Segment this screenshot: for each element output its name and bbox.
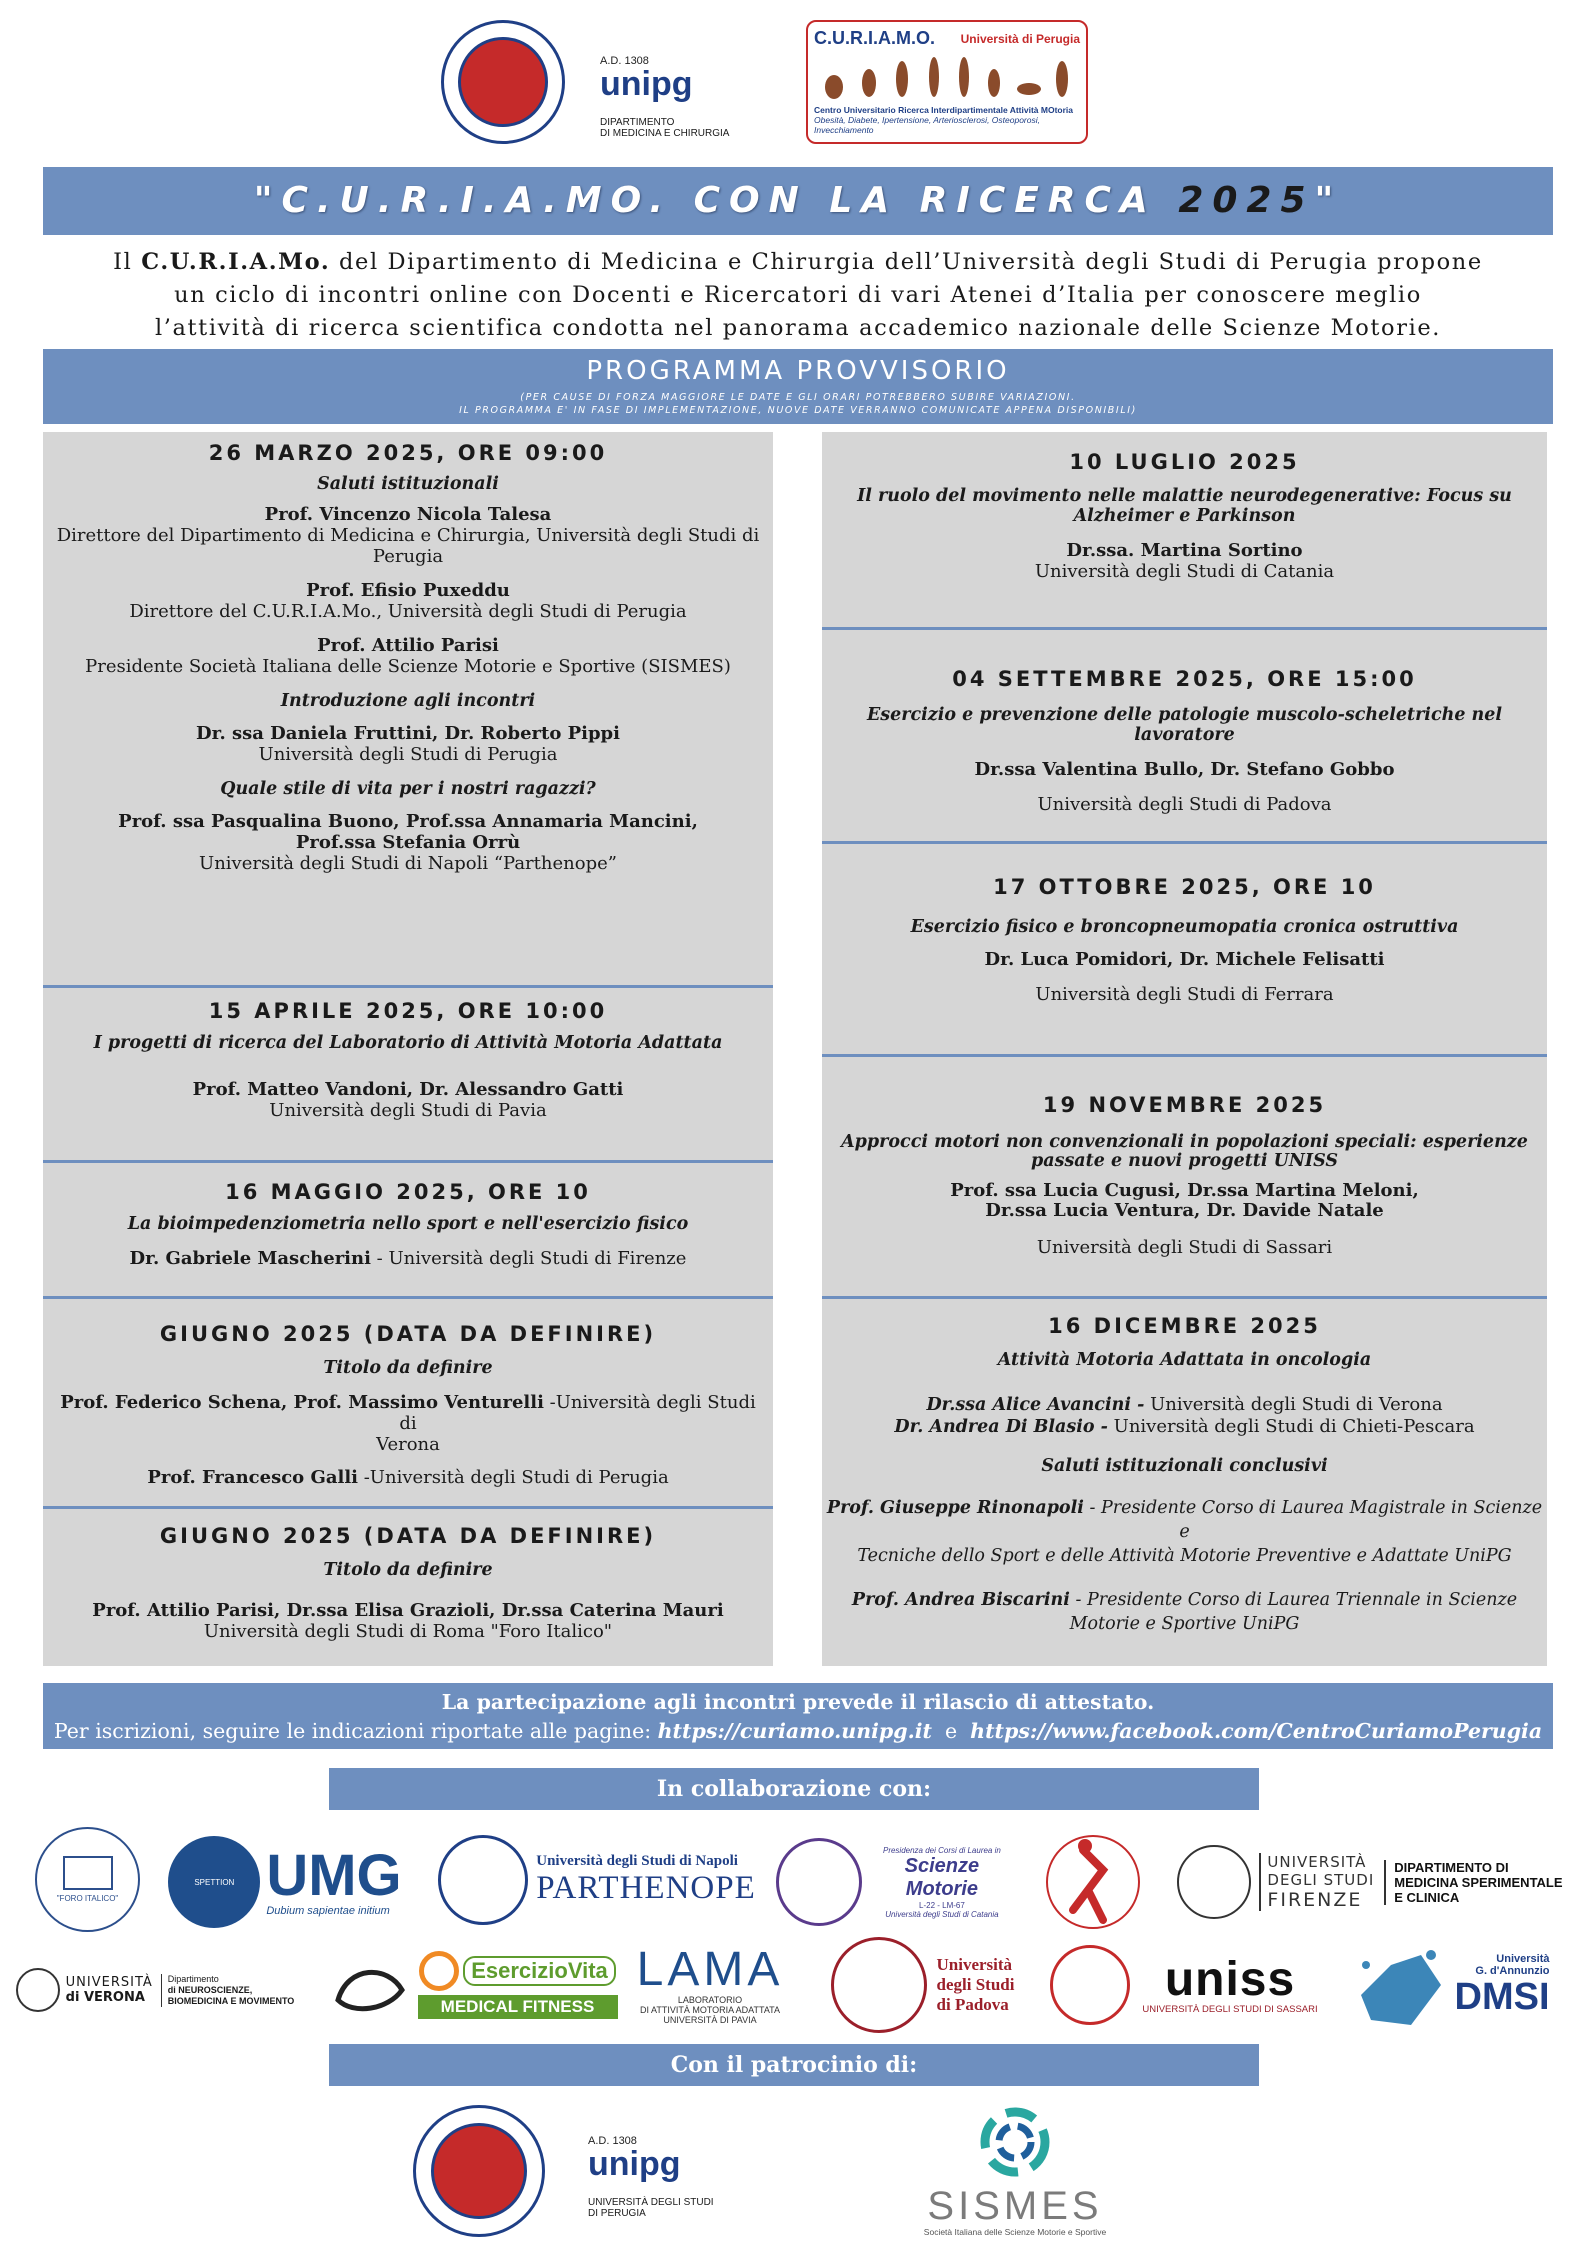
runner-icon — [1043, 1830, 1143, 1935]
event-26-marzo: 26 MARZO 2025, ORE 09:00 Saluti istituzionali Prof. Vincenzo Nicola Talesa Direttore del Dipartimento di Medicina e Chirurgia, Università degli Studi di Perugia Prof. Efisio Puxeddu Direttore del C.U.R.I.A.Mo., Università degli Studi di Perugia Prof. Attilio Parisi Presidente Società Italiana delle Scienze Motorie e Sportive (SISMES) Introduzione agli incontri Dr. ssa Daniela Fruttini, Dr. Roberto Pippi Università degli Studi di Perugia Quale stile di vita per i nostri ragazzi? Prof. ssa Pasqualina Buono, Prof.ssa Annamaria Mancini, Prof.ssa Stefania Orrù Università degli Studi di Napoli “Parthenope” — [56, 441, 760, 874]
catania-seal-icon — [776, 1838, 862, 1926]
event-giugno-1: GIUGNO 2025 (DATA DA DEFINIRE) Titolo da definire Prof. Federico Schena, Prof. Massimo Venturelli -Università degli Studi di Verona Prof. Francesco Galli -Università degli Studi di Perugia — [60, 1322, 756, 1488]
facebook-link[interactable]: https://www.facebook.com/CentroCuriamoPerugia — [970, 1719, 1543, 1743]
sun-icon — [419, 1951, 459, 1991]
curiamo-link[interactable]: https://curiamo.unipg.it — [657, 1719, 932, 1743]
padova-logo: Università degli Studi di Padova — [815, 1935, 1030, 2035]
unipg-logo-text-bottom: A.D. 1308 unipg UNIVERSITÀ DEGLI STUDI DI PERUGIA — [588, 2135, 714, 2219]
event-17-ottobre: 17 OTTOBRE 2025, ORE 10 Esercizio fisico e broncopneumopatia cronica ostruttiva Dr. Luca Pomidori, Dr. Michele Felisatti Università degli Studi di Ferrara — [910, 875, 1459, 1005]
padova-seal-icon — [831, 1937, 927, 2033]
esercizio-vita-logo: EsercizioVita MEDICAL FITNESS — [415, 1940, 620, 2030]
sismes-rings-icon — [970, 2100, 1060, 2185]
footer-info: La partecipazione agli incontri prevede il rilascio di attestato. Per iscrizioni, seguire le indicazioni riportate alle pagine: https://curiamo.unipg.it e https://www.facebook.com/CentroCuriamoPerugia — [43, 1683, 1553, 1749]
divider — [822, 1296, 1547, 1299]
dmsi-splash-icon — [1351, 1935, 1451, 2035]
uniss-logo: uniss UNIVERSITÀ DEGLI STUDI DI SASSARI — [1142, 1952, 1318, 2015]
curiamo-logo: C.U.R.I.A.M.O. Università di Perugia Centro Universitario Ricerca Interdipartimentale Attività MOtoria Obesità, Diabete, Ipertensione, Arteriosclerosi, Osteoporosi, Invecchiamento — [806, 20, 1088, 144]
event-10-luglio: 10 LUGLIO 2025 Il ruolo del movimento nelle malattie neurodegenerative: Focus su Alzheimer e Parkinson Dr.ssa. Martina Sortino Università degli Studi di Catania — [857, 450, 1512, 582]
event-04-settembre: 04 SETTEMBRE 2025, ORE 15:00 Esercizio e prevenzione delle patologie muscolo-scheletriche nel lavoratore Dr.ssa Valentina Bullo, Dr. Stefano Gobbo Università degli Studi di Padova — [866, 667, 1503, 815]
umg-seal-icon: SPETTION — [168, 1836, 260, 1928]
divider — [43, 985, 773, 988]
verona-seal-icon — [16, 1968, 60, 2012]
firenze-logo: UNIVERSITÀ DEGLI STUDI FIRENZE DIPARTIMENTO DI MEDICINA SPERIMENTALE E CLINICA — [1170, 1832, 1570, 1932]
firenze-seal-icon — [1177, 1845, 1251, 1919]
sassari-seal-logo — [1050, 1945, 1130, 2025]
eccellenza-swirl-icon — [328, 1960, 412, 2020]
sismes-logo: SISMES Società Italiana delle Scienze Motorie e Sportive — [880, 2100, 1150, 2240]
event-16-maggio: 16 MAGGIO 2025, ORE 10 La bioimpedenziometria nello sport e nell'esercizio fisico Dr. Gabriele Mascherini - Università degli Studi di Firenze — [127, 1180, 689, 1269]
divider — [822, 1054, 1547, 1057]
umg-logo: SPETTION UMG Dubium sapientae initium — [165, 1832, 405, 1932]
parthenope-logo: Università degli Studi di Napoli PARTHENOPE — [432, 1830, 762, 1930]
event-giugno-2: GIUGNO 2025 (DATA DA DEFINIRE) Titolo da definire Prof. Attilio Parisi, Dr.ssa Elisa Grazioli, Dr.ssa Caterina Mauri Università degli Studi di Roma "Foro Italico" — [92, 1524, 724, 1642]
foro-italico-logo: "FORO ITALICO" — [35, 1827, 140, 1932]
verona-logo: UNIVERSITÀ di VERONA Dipartimento di NEUROSCIENZE, BIOMEDICINA E MOVIMENTO — [5, 1955, 305, 2025]
unipg-seal-logo-bottom — [413, 2105, 545, 2237]
divider — [43, 1160, 773, 1163]
parthenope-seal-icon — [438, 1835, 528, 1925]
page-title: "C.U.R.I.A.MO. CON LA RICERCA 2025" — [43, 167, 1553, 235]
lama-logo: LAMA LABORATORIO DI ATTIVITÀ MOTORIA ADATTATA UNIVERSITÀ DI PAVIA — [636, 1943, 784, 2025]
catania-logo: Presidenza dei Corsi di Laurea in Scienze Motorie L-22 - LM-67 Università degli Studi di Catania — [776, 1832, 1016, 1932]
intro-paragraph: Il C.U.R.I.A.Mo. del Dipartimento di Medicina e Chirurgia dell’Università degli Studi di Perugia propone un ciclo di incontri online con Docenti e Ricercatori di vari Atenei d’Italia per conoscere meglio l’attività di ricerca scientifica condotta nel panorama accademico nazionale delle Scienze Motorie. — [113, 249, 1483, 341]
divider — [822, 627, 1547, 630]
divider — [43, 1296, 773, 1299]
dmsi-logo: Università G. d'Annunzio DMSI — [1340, 1930, 1560, 2040]
divider — [822, 841, 1547, 844]
unipg-logo-text: A.D. 1308 unipg DIPARTIMENTO DI MEDICINA E CHIRURGIA — [600, 55, 730, 139]
event-19-novembre: 19 NOVEMBRE 2025 Approcci motori non convenzionali in popolazioni speciali: esperienze passate e nuovi progetti UNISS Prof. ssa Lucia Cugusi, Dr.ssa Martina Meloni, Dr.ssa Lucia Ventura, Dr. Davide Natale Università degli Studi di Sassari — [841, 1093, 1528, 1258]
event-16-dicembre: 16 DICEMBRE 2025 Attività Motoria Adattata in oncologia Dr.ssa Alice Avancini - Università degli Studi di Verona Dr. Andrea Di Blasio - Università degli Studi di Chieti-Pescara Saluti istituzionali conclusivi Prof. Giuseppe Rinonapoli - Presidente Corso di Laurea Magistrale in Scienze e Tecniche dello Sport e delle Attività Motorie Preventive e Adattate UniPG Prof. Andrea Biscarini - Presidente Corso di Laurea Triennale in Scienze Motorie e Sportive UniPG — [826, 1314, 1543, 1634]
evolution-figures-icon — [814, 53, 1080, 101]
programma-banner: PROGRAMMA PROVVISORIO (PER CAUSE DI FORZA MAGGIORE LE DATE E GLI ORARI POTREBBERO SUBIRE VARIAZIONI. IL PROGRAMMA E' IN FASE DI IMPLEMENTAZIONE, NUOVE DATE VERRANNO COMUNICATE APPENA DISPONIBILI) — [43, 349, 1553, 424]
unipg-seal-logo — [441, 20, 565, 144]
event-15-aprile: 15 APRILE 2025, ORE 10:00 I progetti di ricerca del Laboratorio di Attività Motoria Adattata Prof. Matteo Vandoni, Dr. Alessandro Gatti Università degli Studi di Pavia — [93, 999, 723, 1121]
collab-banner: In collaborazione con: — [329, 1768, 1259, 1810]
runner-research-logo — [1040, 1827, 1145, 1937]
eccellenza-dept-logo — [325, 1955, 415, 2025]
patrocinio-banner: Con il patrocinio di: — [329, 2044, 1259, 2086]
divider — [43, 1506, 773, 1509]
